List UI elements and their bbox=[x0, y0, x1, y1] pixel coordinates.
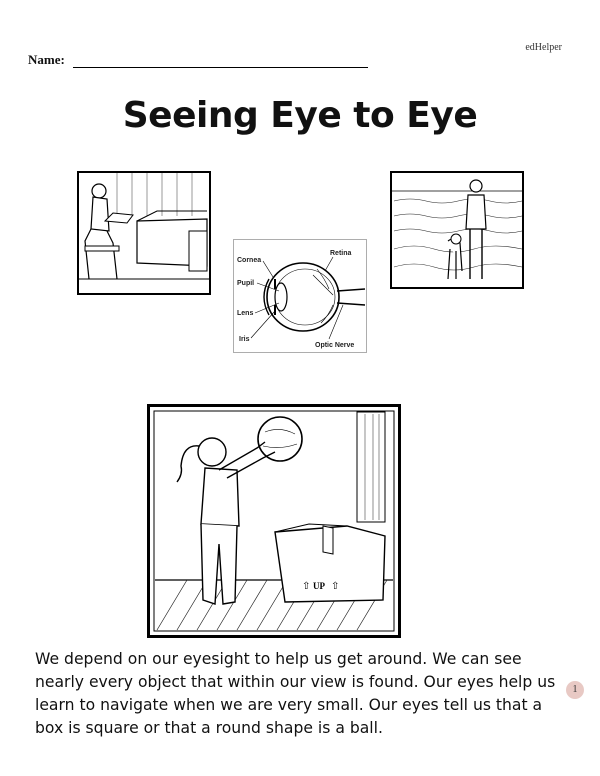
reading-illustration bbox=[77, 171, 211, 295]
label-lens: Lens bbox=[237, 310, 254, 317]
reading-passage: We depend on our eyesight to help us get around. We can see nearly every object that within our view is found. Our eyes help us learn to navigate when we are very small. Our eyes tell us that a box is square or that a round shape is a ball. bbox=[35, 650, 556, 737]
up-arrow-icon: ⇧ bbox=[331, 581, 340, 592]
name-label: Name: bbox=[28, 52, 65, 67]
beach-illustration bbox=[390, 171, 524, 289]
brand-text: edHelper bbox=[525, 42, 562, 53]
name-field-row bbox=[28, 52, 368, 68]
label-cornea: Cornea bbox=[237, 257, 262, 264]
label-iris: Iris bbox=[239, 336, 250, 343]
up-arrow-icon: ⇧ bbox=[302, 581, 311, 592]
box-up-label: UP bbox=[313, 581, 325, 591]
label-pupil: Pupil bbox=[237, 280, 255, 287]
eye-diagram bbox=[233, 239, 367, 353]
girl-ball-illustration bbox=[147, 404, 401, 638]
label-retina: Retina bbox=[330, 250, 352, 257]
label-optic-nerve: Optic Nerve bbox=[315, 342, 355, 349]
name-line[interactable] bbox=[73, 55, 368, 68]
page-number-badge: 1 bbox=[566, 681, 584, 699]
page-title: Seeing Eye to Eye bbox=[122, 95, 478, 136]
